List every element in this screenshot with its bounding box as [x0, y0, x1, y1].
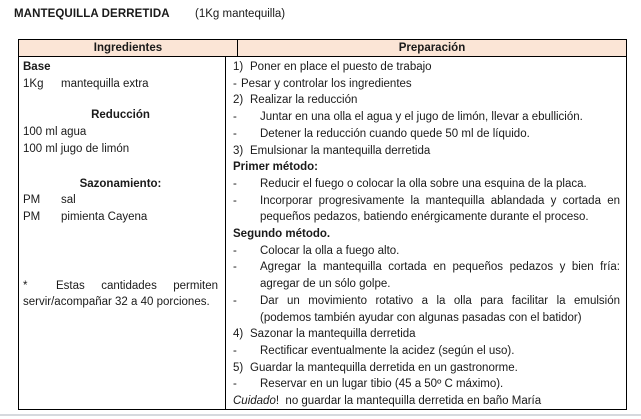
step-marker: - [233, 261, 237, 274]
prep-substep [232, 126, 620, 143]
prep-substep [232, 293, 620, 326]
method-2-heading [232, 226, 620, 243]
step-marker: 4) [233, 328, 244, 341]
prep-substep [232, 76, 620, 93]
ingredient-qty: PM [23, 194, 41, 207]
page-subtitle: (1Kg mantequilla) [195, 8, 286, 20]
column-header-ingredients: Ingredientes [19, 40, 238, 56]
step-marker: - [233, 77, 237, 90]
page-title: MANTEQUILLA DERRETIDA [14, 8, 170, 20]
step-text: Reducir el fuego o colocar la olla sobre una esquina de la placa. [260, 177, 587, 190]
step-marker: - [233, 111, 237, 124]
step-text: Sazonar la mantequilla derretida [250, 328, 416, 341]
ingredient-reduction-lemon: 100 ml jugo de limón [23, 142, 130, 155]
prep-substep [232, 109, 620, 126]
ingredient-qty: 1Kg [23, 77, 44, 90]
step-marker: - [233, 127, 237, 140]
heading-text: Primer método: [233, 161, 318, 174]
method-1-heading [232, 159, 620, 176]
step-text: Pesar y controlar los ingredientes [241, 77, 412, 90]
step-text: Rectificar eventualmente la acidez (según el uso). [260, 344, 515, 357]
note-text: Estas cantidades permiten servir/acompañar 32 a 40 porciones. [23, 279, 218, 309]
ingredient-name: sal [61, 194, 76, 207]
step-marker: - [233, 194, 237, 207]
step-text: Agregar la mantequilla cortada en pequeños pedazos y bien fría: agregar de un sólo golpe. [260, 261, 620, 291]
base-heading: Base [23, 61, 51, 73]
ingredients-cell [19, 57, 226, 409]
step-text: Juntar en una olla el agua y el jugo de limón, llevar a ebullición. [260, 111, 583, 124]
column-header-preparation: Preparación [398, 42, 466, 54]
step-marker: - [233, 378, 237, 391]
prep-substep [232, 193, 620, 226]
ingredient-base [23, 76, 218, 93]
step-marker: - [233, 294, 237, 307]
caution-text: ! no guardar la mantequilla derretida en baño María [275, 395, 542, 408]
prep-substep [232, 259, 620, 292]
table-header-row [19, 40, 626, 57]
step-marker: 1) [233, 61, 244, 73]
ingredient-qty: PM [23, 210, 41, 223]
step-text: Emulsionar la mantequilla derretida [250, 144, 431, 157]
heading-text: Segundo método. [233, 228, 331, 241]
step-marker: 3) [233, 144, 244, 157]
recipe-table [18, 39, 627, 410]
ingredient-reduction-water: 100 ml agua [23, 126, 87, 139]
prep-substep [232, 376, 620, 393]
prep-substep [232, 243, 620, 260]
step-text: Dar un movimiento rotativo a la olla para facilitar la emulsión (podemos también ayudar con algunas pasadas con el batidor) [260, 294, 620, 324]
ingredient-name: mantequilla extra [61, 77, 149, 90]
ingredient-salt [23, 192, 218, 209]
prep-step-1 [232, 59, 620, 76]
prep-step-2 [232, 92, 620, 109]
step-marker: - [233, 177, 237, 190]
note-marker: * [23, 279, 28, 292]
step-text: Colocar la olla a fuego alto. [260, 244, 400, 257]
prep-substep [232, 343, 620, 360]
caution-word: Cuidado [233, 395, 276, 408]
prep-step-5 [232, 360, 620, 377]
step-text: Reservar en un lugar tibio (45 a 50º C máximo). [260, 378, 504, 391]
step-text: Realizar la reducción [250, 94, 358, 107]
step-text: Incorporar progresivamente la mantequilla ablandada y cortada en pequeños pedazos, batiendo enérgicamente durante el proceso. [260, 194, 620, 224]
portions-note [23, 278, 218, 311]
page-divider [0, 414, 641, 416]
step-marker: 5) [233, 361, 244, 374]
preparation-cell [226, 57, 626, 409]
step-marker: - [233, 244, 237, 257]
step-text: Guardar la mantequilla derretida en un gastronorme. [250, 361, 518, 374]
step-text: Detener la reducción cuando quede 50 ml de líquido. [260, 127, 530, 140]
table-body-row [19, 57, 626, 409]
step-text: Poner en place el puesto de trabajo [250, 61, 432, 73]
prep-step-3 [232, 143, 620, 160]
ingredient-name: pimienta Cayena [61, 210, 148, 223]
seasoning-heading: Sazonamiento: [79, 177, 162, 190]
reduction-heading: Reducción [91, 109, 150, 122]
step-marker: - [233, 344, 237, 357]
caution-note [232, 393, 620, 410]
prep-substep [232, 176, 620, 193]
ingredient-cayenne [23, 209, 218, 226]
prep-step-4 [232, 326, 620, 343]
step-marker: 2) [233, 94, 244, 107]
